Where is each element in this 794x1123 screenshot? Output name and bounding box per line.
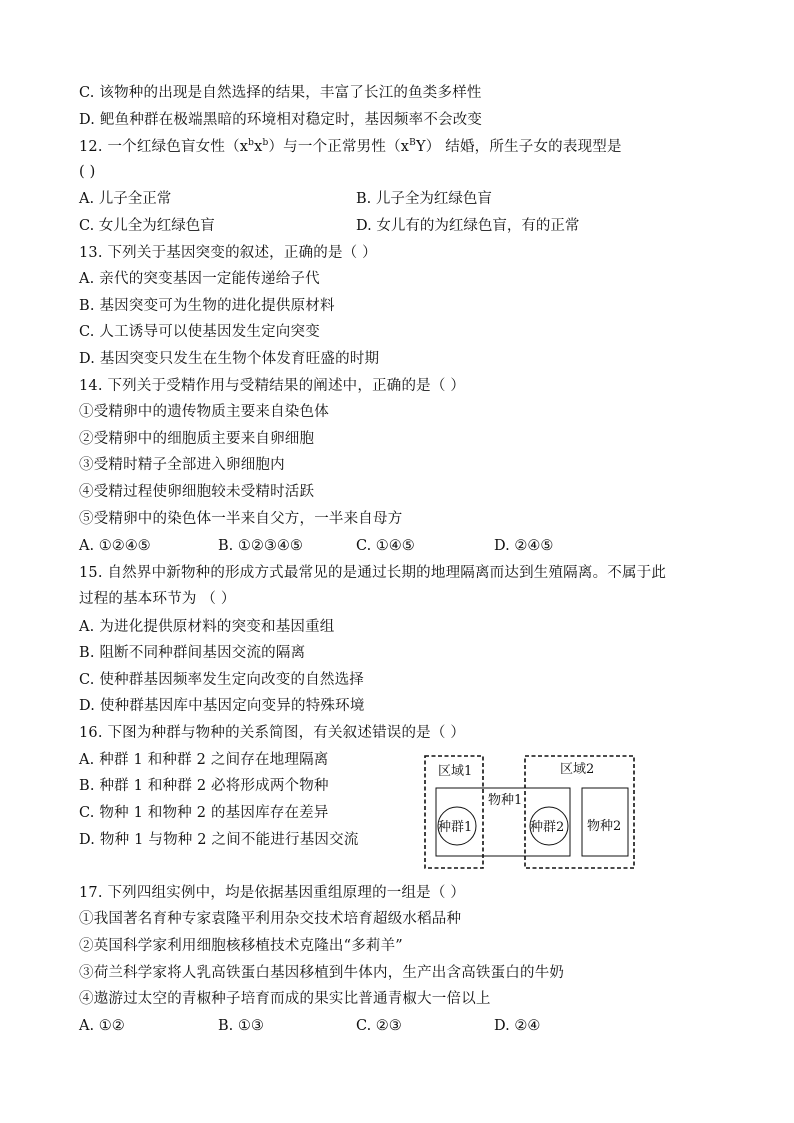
q17-option-b: B. ①③ <box>218 1018 264 1034</box>
q13-stem: 13. 下列关于基因突变的叙述，正确的是（ ） <box>79 245 377 261</box>
q16-option-c: C. 物种 1 和物种 2 的基因库存在差异 <box>79 805 329 821</box>
q17-option-d: D. ②④ <box>494 1018 541 1034</box>
q14-statement-2: ②受精卵中的细胞质主要来自卵细胞 <box>79 431 315 447</box>
q11-option-c: C. 该物种的出现是自然选择的结果，丰富了长江的鱼类多样性 <box>79 85 482 101</box>
q17-statement-4: ④遨游过太空的青椒种子培育而成的果实比普通青椒大一倍以上 <box>79 991 491 1007</box>
q17-statement-1: ①我国著名育种专家袁隆平利用杂交技术培育超级水稻品种 <box>79 911 462 927</box>
q17-statement-3: ③荷兰科学家将人乳高铁蛋白基因移植到牛体内，生产出含高铁蛋白的牛奶 <box>79 965 565 981</box>
species2-label: 物种2 <box>587 819 622 834</box>
q14-statement-3: ③受精时精子全部进入卵细胞内 <box>79 457 285 473</box>
q12-option-d: D. 女儿有的为红绿色盲，有的正常 <box>356 218 580 234</box>
q16-option-a: A. 种群 1 和种群 2 之间存在地理隔离 <box>79 752 329 768</box>
q15-option-b: B. 阻断不同种群间基因交流的隔离 <box>79 645 306 661</box>
q14-statement-5: ⑤受精卵中的染色体一半来自父方，一半来自母方 <box>79 511 403 527</box>
population2-label: 种群2 <box>530 820 565 835</box>
q16-option-d: D. 物种 1 与物种 2 之间不能进行基因交流 <box>79 832 359 848</box>
q17-stem: 17. 下列四组实例中，均是依据基因重组原理的一组是（ ） <box>79 885 466 901</box>
q17-option-c: C. ②③ <box>356 1018 402 1034</box>
q11-option-d: D. 鲃鱼种群在极端黑暗的环境相对稳定时，基因频率不会改变 <box>79 112 483 128</box>
q15-option-c: C. 使种群基因频率发生定向改变的自然选择 <box>79 672 364 688</box>
region1-label: 区域1 <box>438 764 473 779</box>
q17-option-a: A. ①② <box>79 1018 125 1034</box>
q16-stem: 16. 下图为种群与物种的关系简图，有关叙述错误的是（ ） <box>79 725 466 741</box>
q12-option-c: C. 女儿全为红绿色盲 <box>79 218 215 234</box>
q13-option-c: C. 人工诱导可以使基因发生定向突变 <box>79 324 320 340</box>
q14-option-d: D. ②④⑤ <box>494 538 554 554</box>
q15-option-a: A. 为进化提供原材料的突变和基因重组 <box>79 619 335 635</box>
q12-stem: 12. 一个红绿色盲女性$(x^bx^b)$与一个正常男性$(x^BY)$ 结婚，所生子女的表现型是 <box>79 138 622 155</box>
population-species-diagram <box>424 754 636 870</box>
population1-label: 种群1 <box>438 820 473 835</box>
q14-option-c: C. ①④⑤ <box>356 538 415 554</box>
q12-option-b: B. 儿子全为红绿色盲 <box>356 191 492 207</box>
q14-stem: 14. 下列关于受精作用与受精结果的阐述中，正确的是（ ） <box>79 378 466 394</box>
q13-option-b: B. 基因突变可为生物的进化提供原材料 <box>79 298 335 314</box>
q16-option-b: B. 种群 1 和种群 2 必将形成两个物种 <box>79 778 329 794</box>
q14-option-a: A. ①②④⑤ <box>79 538 151 554</box>
q14-statement-1: ①受精卵中的遗传物质主要来自染色体 <box>79 404 329 420</box>
q13-option-a: A. 亲代的突变基因一定能传递给子代 <box>79 271 320 287</box>
q15-stem-line1: 15. 自然界中新物种的形成方式最常见的是通过长期的地理隔离而达到生殖隔离。不属于此 <box>79 565 667 581</box>
q15-option-d: D. 使种群基因库中基因定向变异的特殊环境 <box>79 698 365 714</box>
species1-label: 物种1 <box>488 793 523 808</box>
q12-option-a: A. 儿子全正常 <box>79 191 172 207</box>
q14-statement-4: ④受精过程使卵细胞较未受精时活跃 <box>79 484 315 500</box>
q12-answer-paren: ( ) <box>79 164 96 180</box>
q14-option-b: B. ①②③④⑤ <box>218 538 303 554</box>
region2-label: 区域2 <box>560 762 595 777</box>
q13-option-d: D. 基因突变只发生在生物个体发育旺盛的时期 <box>79 351 380 367</box>
q15-stem-line2: 过程的基本环节为 （ ） <box>79 591 236 607</box>
q17-statement-2: ②英国科学家利用细胞核移植技术克隆出“多莉羊” <box>79 938 403 954</box>
